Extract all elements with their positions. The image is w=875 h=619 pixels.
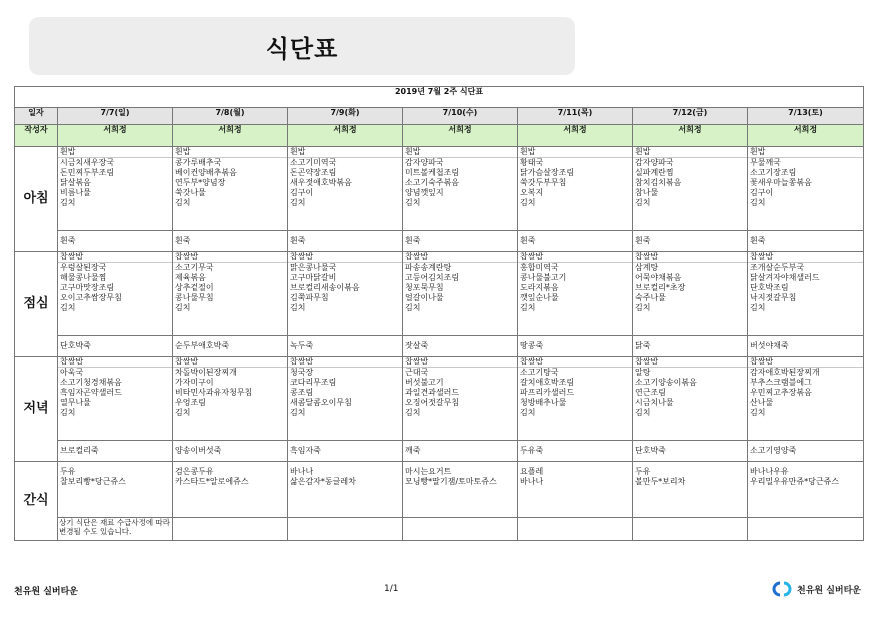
dish-item: 흰밥	[288, 147, 402, 158]
dish-item: 오징어젓갈무침	[405, 398, 460, 407]
porridge-item: 흰죽	[58, 231, 173, 252]
footer-logo	[772, 581, 861, 597]
dish-item: 김치	[405, 408, 421, 417]
dish-item: 낙지젓갈무침	[750, 293, 797, 302]
meal-menu-cell	[633, 252, 748, 336]
dish-item: 해물콩나물찜	[60, 273, 107, 282]
dish-item: 파송송계란탕	[405, 263, 452, 272]
dish-item: 갈치애호박조림	[520, 378, 575, 387]
empty-cell	[403, 518, 518, 541]
dish-item: 과일견과샐러드	[405, 388, 460, 397]
snack-menu-cell	[633, 462, 748, 518]
meal-menu-cell	[288, 252, 403, 336]
porridge-item: 닭죽	[633, 336, 748, 357]
dish-item: 닭가슴살장조림	[520, 168, 575, 177]
dish-item: 열무나물	[60, 398, 91, 407]
footer-org-name: 천유원 실버타운	[14, 587, 78, 597]
dish-item: 김치	[290, 198, 306, 207]
dish-item: 단호박조림	[750, 283, 789, 292]
day-date: 7/9(화)	[288, 108, 403, 125]
dish-item: 소고기숙주볶음	[405, 178, 460, 187]
dish-item: 콩나물불고기	[520, 273, 567, 282]
dish-item: 우엉조림	[175, 398, 206, 407]
meal-row	[15, 147, 864, 231]
dish-item: 버섯불고기	[405, 378, 444, 387]
page-title-bar	[29, 17, 575, 75]
dish-item: 참치김치볶음	[635, 178, 682, 187]
porridge-item: 잣살죽	[403, 336, 518, 357]
dish-item: 김치	[520, 198, 536, 207]
dish-item: 코다리무조림	[290, 378, 337, 387]
dish-item: 김치	[520, 303, 536, 312]
dish-item: 김치	[750, 303, 766, 312]
dish-item: 찹쌀밥	[403, 357, 517, 368]
meal-menu-cell	[748, 252, 864, 336]
dish-item: 찹쌀밥	[633, 357, 747, 368]
dish-item: 감자양파국	[635, 158, 674, 167]
porridge-item: 버섯야채죽	[748, 336, 864, 357]
dish-item: 홍합미역국	[520, 263, 559, 272]
dish-item: 감자애호박된장찌개	[750, 368, 820, 377]
author-label: 작성자	[15, 125, 58, 147]
dish-item: 김치	[175, 303, 191, 312]
dish-item: 닭살볶음	[60, 178, 91, 187]
date-label: 일자	[15, 108, 58, 125]
dish-item: 새우젓애호박볶음	[290, 178, 352, 187]
dish-item: 김구이	[750, 188, 774, 197]
porridge-item: 브로컬리죽	[58, 441, 173, 462]
snack-row	[15, 462, 864, 518]
dish-item: 흰밥	[403, 147, 517, 158]
dish-item: 부추스크램블에그	[750, 378, 812, 387]
dish-item: 콩나물무침	[175, 293, 214, 302]
dish-item: 참나물	[635, 188, 659, 197]
porridge-item: 녹두죽	[288, 336, 403, 357]
snack-item: 삶은감자*동글레차	[290, 477, 356, 486]
empty-cell	[518, 518, 633, 541]
dish-item: 흰밥	[58, 147, 172, 158]
meal-menu-cell	[58, 252, 173, 336]
note-row	[15, 518, 864, 541]
dish-item: 돈민찌두부조림	[60, 168, 115, 177]
dish-item: 베이컨양배추볶음	[175, 168, 237, 177]
dish-item: 우민찌고추장볶음	[750, 388, 812, 397]
day-date: 7/12(금)	[633, 108, 748, 125]
dish-item: 김치	[405, 198, 421, 207]
dish-item: 숙주나물	[635, 293, 666, 302]
dish-item: 꽃새우마늘쫑볶음	[750, 178, 812, 187]
dish-item: 상추겉절이	[175, 283, 214, 292]
snack-item: 볼만두*보리차	[635, 477, 686, 486]
dish-item: 아욱국	[60, 368, 84, 377]
porridge-item: 땅콩죽	[518, 336, 633, 357]
dish-item: 황태국	[520, 158, 544, 167]
dish-item: 찹쌀밥	[748, 252, 863, 263]
meal-menu-cell	[403, 357, 518, 441]
meal-menu-cell	[748, 147, 864, 231]
dish-item: 쑥갓두부무침	[520, 178, 567, 187]
empty-cell	[173, 518, 288, 541]
dish-item: 김쭉파무침	[290, 293, 329, 302]
porridge-row	[15, 441, 864, 462]
snack-item: 찰보리빵*당근쥬스	[60, 477, 126, 486]
day-author: 서희정	[518, 125, 633, 147]
dish-item: 감자양파국	[405, 158, 444, 167]
dish-item: 김치	[635, 303, 651, 312]
dish-item: 시금치나물	[635, 398, 674, 407]
day-author: 서희정	[748, 125, 864, 147]
dish-item: 찹쌀밥	[748, 357, 863, 368]
snack-item: 바나나	[290, 467, 314, 476]
dish-item: 김치	[635, 198, 651, 207]
org-logo-icon	[772, 581, 794, 597]
porridge-item: 흰죽	[288, 231, 403, 252]
date-row	[15, 108, 864, 125]
snack-menu-cell	[748, 462, 864, 518]
dish-item: 돈곤약장조림	[290, 168, 337, 177]
dish-item: 근대국	[405, 368, 429, 377]
meal-menu-cell	[518, 147, 633, 231]
dish-item: 우렁살된장국	[60, 263, 107, 272]
dish-item: 닭살겨자야채샐러드	[750, 273, 820, 282]
dish-item: 가자미구이	[175, 378, 214, 387]
dish-item: 고구마맛장조림	[60, 283, 115, 292]
snack-item: 카스타드*알로에쥬스	[175, 477, 249, 486]
dish-item: 찹쌀밥	[633, 252, 747, 263]
day-date: 7/8(월)	[173, 108, 288, 125]
meal-label: 아침	[15, 147, 58, 252]
snack-item: 바나나	[520, 477, 544, 486]
day-date: 7/13(토)	[748, 108, 864, 125]
dish-item: 김치	[750, 198, 766, 207]
dish-item: 연근조림	[635, 388, 666, 397]
dish-item: 찹쌀밥	[288, 252, 402, 263]
dish-item: 김구이	[290, 188, 314, 197]
meal-row	[15, 252, 864, 336]
porridge-item: 흑임자죽	[288, 441, 403, 462]
day-date: 7/11(목)	[518, 108, 633, 125]
meal-menu-cell	[633, 357, 748, 441]
dish-item: 차돌박이된장찌개	[175, 368, 237, 377]
table-title-row	[15, 87, 864, 108]
porridge-item: 흰죽	[403, 231, 518, 252]
dish-item: 소고기양송이볶음	[635, 378, 697, 387]
day-author: 서희정	[173, 125, 288, 147]
meal-menu-cell	[518, 252, 633, 336]
author-row	[15, 125, 864, 147]
dish-item: 알탕	[635, 368, 651, 377]
dish-item: 무물깨국	[750, 158, 781, 167]
dish-item: 맑은콩나물국	[290, 263, 337, 272]
dish-item: 흑임자곤약샐러드	[60, 388, 122, 397]
dish-item: 쑥갓나물	[175, 188, 206, 197]
dish-item: 김치	[60, 198, 76, 207]
snack-menu-cell	[173, 462, 288, 518]
snack-menu-cell	[403, 462, 518, 518]
porridge-row	[15, 231, 864, 252]
day-date: 7/7(일)	[58, 108, 173, 125]
meal-menu-cell	[403, 147, 518, 231]
meal-menu-cell	[288, 147, 403, 231]
dish-item: 김치	[750, 408, 766, 417]
dish-item: 김치	[175, 198, 191, 207]
dish-item: 시금치새우장국	[60, 158, 115, 167]
dish-item: 조개살순두부국	[750, 263, 805, 272]
dish-item: 김치	[635, 408, 651, 417]
porridge-item: 깨죽	[403, 441, 518, 462]
dish-item: 김치	[60, 408, 76, 417]
footer-page-number: 1/1	[384, 584, 399, 594]
snack-label: 간식	[15, 462, 58, 541]
empty-cell	[288, 518, 403, 541]
dish-item: 삼계탕	[635, 263, 659, 272]
table-title: 2019년 7월 2주 식단표	[15, 87, 864, 108]
day-date: 7/10(수)	[403, 108, 518, 125]
dish-item: 흰밥	[633, 147, 747, 158]
dish-item: 찹쌀밥	[403, 252, 517, 263]
snack-menu-cell	[518, 462, 633, 518]
porridge-item: 단호박죽	[633, 441, 748, 462]
snack-item: 요플레	[520, 467, 544, 476]
meal-menu-cell	[748, 357, 864, 441]
dish-item: 미트볼케첩조림	[405, 168, 460, 177]
dish-item: 김치	[405, 303, 421, 312]
dish-item: 양념깻잎지	[405, 188, 444, 197]
day-author: 서희정	[58, 125, 173, 147]
dish-item: 청방배추나물	[520, 398, 567, 407]
dish-item: 산나물	[750, 398, 774, 407]
snack-item: 두유	[60, 467, 76, 476]
snack-item: 바나나우유	[750, 467, 789, 476]
dish-item: 깻잎순나물	[520, 293, 559, 302]
dish-item: 흰밥	[518, 147, 632, 158]
dish-item: 어묵야채볶음	[635, 273, 682, 282]
menu-change-note: 상기 식단은 재료 수급사정에 따라 변경될 수도 있습니다.	[58, 518, 173, 541]
dish-item: 콩가루배추국	[175, 158, 222, 167]
dish-item: 콩조림	[290, 388, 314, 397]
meal-menu-cell	[173, 357, 288, 441]
dish-item: 연두부*양념장	[175, 178, 226, 187]
dish-item: 찹쌀밥	[58, 357, 172, 368]
dish-item: 비름나물	[60, 188, 91, 197]
snack-item: 우리밀우유만쥬*당근쥬스	[750, 477, 840, 486]
dish-item: 김치	[175, 408, 191, 417]
meal-menu-cell	[58, 357, 173, 441]
empty-cell	[748, 518, 864, 541]
meal-row	[15, 357, 864, 441]
snack-item: 검은콩두유	[175, 467, 214, 476]
meal-menu-cell	[403, 252, 518, 336]
porridge-item: 흰죽	[518, 231, 633, 252]
dish-item: 찹쌀밥	[518, 357, 632, 368]
dish-item: 브로컬리새송이볶음	[290, 283, 360, 292]
dish-item: 파프리카샐러드	[520, 388, 575, 397]
meal-menu-cell	[173, 147, 288, 231]
snack-menu-cell	[288, 462, 403, 518]
porridge-row	[15, 336, 864, 357]
dish-item: 김치	[60, 303, 76, 312]
dish-item: 오복지	[520, 188, 544, 197]
dish-item: 소고기장조림	[750, 168, 797, 177]
empty-cell	[633, 518, 748, 541]
meal-menu-cell	[288, 357, 403, 441]
snack-item: 모닝빵*딸기잼/토마토쥬스	[405, 477, 497, 486]
dish-item: 비타민사과유자청무침	[175, 388, 253, 397]
porridge-item: 양송이버섯죽	[173, 441, 288, 462]
porridge-item: 단호박죽	[58, 336, 173, 357]
day-author: 서희정	[288, 125, 403, 147]
dish-item: 흰밥	[173, 147, 287, 158]
dish-item: 새콤달콤오이무침	[290, 398, 352, 407]
dish-item: 찹쌀밥	[173, 357, 287, 368]
meal-menu-cell	[518, 357, 633, 441]
weekly-menu-table	[14, 86, 864, 541]
porridge-item: 흰죽	[633, 231, 748, 252]
porridge-item: 흰죽	[173, 231, 288, 252]
dish-item: 도라지볶음	[520, 283, 559, 292]
porridge-item: 흰죽	[748, 231, 864, 252]
dish-item: 찹쌀밥	[518, 252, 632, 263]
dish-item: 고구마닭갈비	[290, 273, 337, 282]
porridge-item: 소고기영양죽	[748, 441, 864, 462]
dish-item: 얼갈이나물	[405, 293, 444, 302]
porridge-item: 두유죽	[518, 441, 633, 462]
dish-item: 제육볶음	[175, 273, 206, 282]
snack-item: 마시는요거트	[405, 467, 452, 476]
meal-label: 점심	[15, 252, 58, 357]
dish-item: 고등어김치조림	[405, 273, 460, 282]
dish-item: 청국장	[290, 368, 314, 377]
dish-item: 김치	[290, 303, 306, 312]
page-title: 식단표	[265, 34, 339, 63]
dish-item: 찹쌀밥	[288, 357, 402, 368]
dish-item: 소고기탕국	[520, 368, 559, 377]
meal-label: 저녁	[15, 357, 58, 462]
dish-item: 오이고추쌈장무침	[60, 293, 122, 302]
dish-item: 소고기미역국	[290, 158, 337, 167]
dish-item: 찹쌀밥	[58, 252, 172, 263]
dish-item: 청포묵무침	[405, 283, 444, 292]
day-author: 서희정	[633, 125, 748, 147]
dish-item: 김치	[520, 408, 536, 417]
meal-menu-cell	[173, 252, 288, 336]
snack-menu-cell	[58, 462, 173, 518]
dish-item: 소고기무국	[175, 263, 214, 272]
dish-item: 김치	[290, 408, 306, 417]
dish-item: 실파계란찜	[635, 168, 674, 177]
meal-menu-cell	[58, 147, 173, 231]
dish-item: 찹쌀밥	[173, 252, 287, 263]
porridge-item: 순두부애호박죽	[173, 336, 288, 357]
dish-item: 흰밥	[748, 147, 863, 158]
dish-item: 소고기청경채볶음	[60, 378, 122, 387]
dish-item: 브로컬리*초장	[635, 283, 686, 292]
snack-item: 두유	[635, 467, 651, 476]
footer-logo-text: 천유원 실버타운	[797, 585, 861, 596]
meal-menu-cell	[633, 147, 748, 231]
day-author: 서희정	[403, 125, 518, 147]
